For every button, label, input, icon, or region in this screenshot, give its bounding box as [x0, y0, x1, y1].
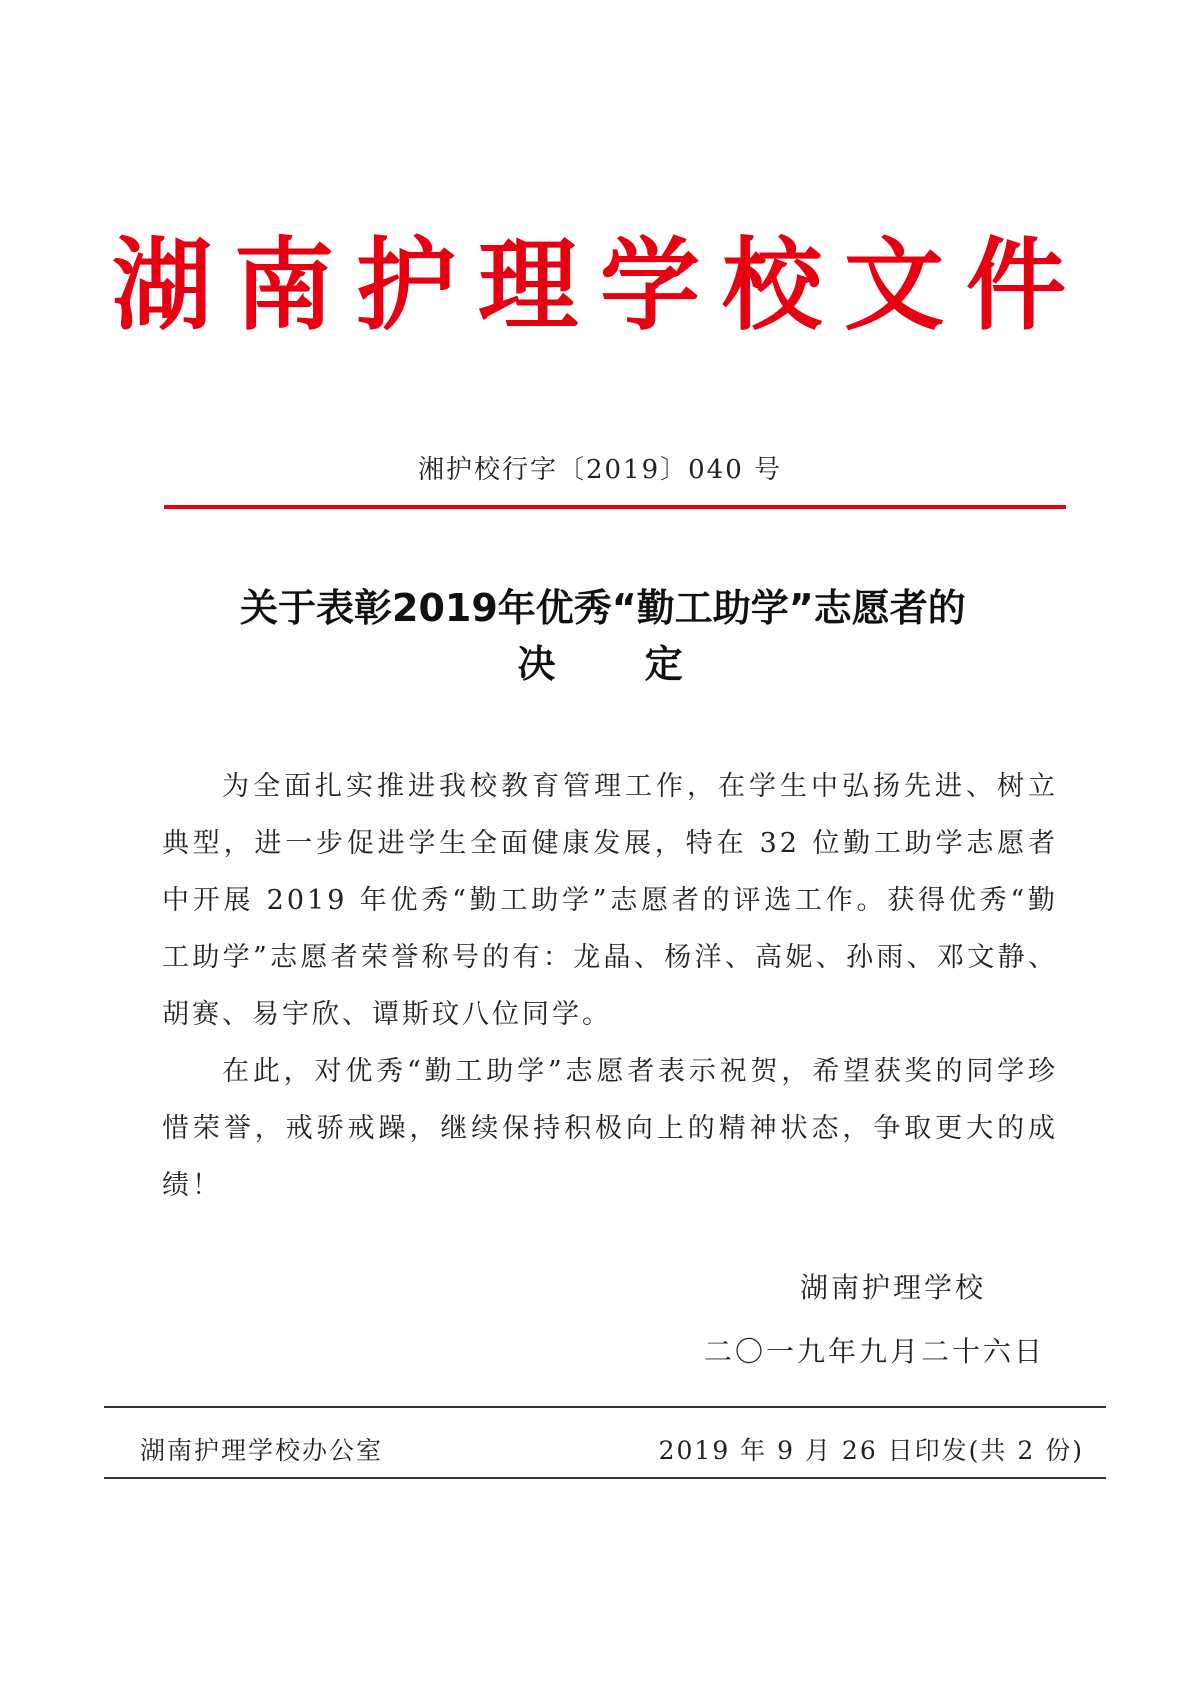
- document-number: 湘护校行字〔2019〕040 号: [417, 455, 783, 485]
- footer-print-info: 2019 年 9 月 26 日印发(共 2 份): [658, 1436, 1084, 1465]
- footer-top-rule: [104, 1406, 1106, 1408]
- issuer-signature: 湖南护理学校: [800, 1271, 987, 1304]
- red-divider: [164, 505, 1066, 509]
- signature-date: 二〇一九年九月二十六日: [704, 1335, 1046, 1368]
- body-paragraph: 在此，对优秀“勤工助学”志愿者表示祝贺，希望获奖的同学珍惜荣誉，戒骄戒躁，继续保持积极向上的精神状态，争取更大的成绩！: [162, 1056, 1058, 1201]
- footer-bottom-rule: [104, 1477, 1106, 1479]
- body-paragraph: 为全面扎实推进我校教育管理工作，在学生中弘扬先进、树立典型，进一步促进学生全面健康发展，特在 32 位勤工助学志愿者中开展 2019 年优秀“勤工助学”志愿者的评选工作。获得优秀“勤工助学”志愿者荣誉称号的有：龙晶、杨洋、高妮、孙雨、邓文静、胡赛、易宇欣、谭斯玟八位同学。: [162, 771, 1058, 1030]
- subject-title-line-1: 关于表彰2019年优秀“勤工助学”志愿者的: [240, 586, 966, 630]
- subject-title-line-2: 决 定: [517, 642, 721, 686]
- document-body: [162, 758, 1058, 1214]
- document-header-title: 湖南护理学校文件: [112, 226, 1088, 344]
- footer-office: 湖南护理学校办公室: [140, 1436, 384, 1465]
